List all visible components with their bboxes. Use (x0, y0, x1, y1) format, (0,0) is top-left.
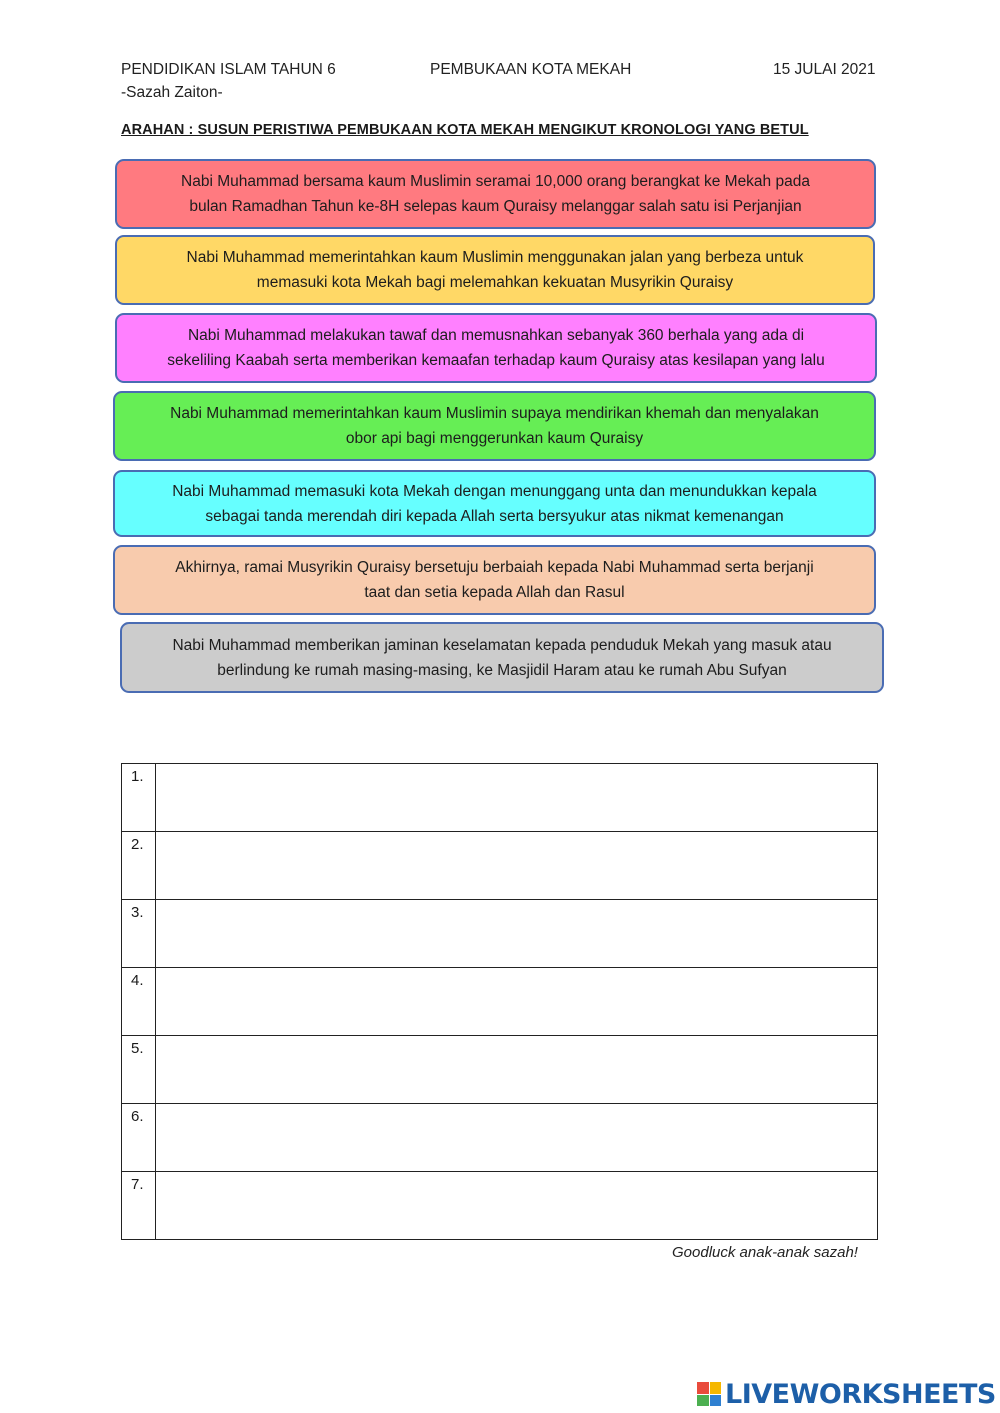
event-card-7[interactable] (120, 622, 884, 693)
event-card-6[interactable] (113, 545, 876, 615)
answer-table (121, 763, 878, 1240)
answer-number: 4. (122, 968, 156, 1036)
event-card-1[interactable] (115, 159, 876, 229)
liveworksheets-logo-icon (697, 1382, 721, 1406)
answer-number: 7. (122, 1172, 156, 1240)
answer-slot[interactable] (156, 1036, 878, 1104)
event-card-text: Nabi Muhammad memerintahkan kaum Muslimin supaya mendirikan khemah dan menyalakan obor api bagi menggerunkan kaum Quraisy (170, 405, 819, 447)
event-card-text: Nabi Muhammad memasuki kota Mekah dengan menunggang unta dan menundukkan kepala sebagai tanda merendah diri kepada Allah serta bersyukur atas nikmat kemenangan (172, 482, 817, 525)
event-card-text: Nabi Muhammad memberikan jaminan keselamatan kepada penduduk Mekah yang masuk atau berlindung ke rumah masing-masing, ke Masjidil Haram atau ke rumah Abu Sufyan (172, 636, 832, 679)
answer-number: 5. (122, 1036, 156, 1104)
answer-row (122, 1104, 878, 1172)
answer-slot[interactable] (156, 764, 878, 832)
answer-slot[interactable] (156, 1172, 878, 1240)
event-card-5[interactable] (113, 470, 876, 537)
answer-slot[interactable] (156, 968, 878, 1036)
answer-slot[interactable] (156, 1104, 878, 1172)
answer-slot[interactable] (156, 832, 878, 900)
answer-number: 2. (122, 832, 156, 900)
event-card-text: Akhirnya, ramai Musyrikin Quraisy bersetuju berbaiah kepada Nabi Muhammad serta berjanji taat dan setia kepada Allah dan Rasul (175, 559, 814, 601)
event-card-2[interactable] (115, 235, 875, 305)
subject-label: PENDIDIKAN ISLAM TAHUN 6 (121, 61, 336, 78)
date-label: 15 JULAI 2021 (773, 61, 876, 78)
author-label: -Sazah Zaiton- (121, 84, 223, 101)
answer-row (122, 764, 878, 832)
event-card-text: Nabi Muhammad melakukan tawaf dan memusnahkan sebanyak 360 berhala yang ada di sekeliling Kaabah serta memberikan kemaafan terhadap kaum Quraisy atas kesilapan yang lalu (167, 327, 825, 369)
event-card-text: Nabi Muhammad memerintahkan kaum Muslimin menggunakan jalan yang berbeza untuk memasuki kota Mekah bagi melemahkan kekuatan Musyrikin Quraisy (186, 249, 804, 291)
topic-title: PEMBUKAAN KOTA MEKAH (430, 61, 632, 78)
event-card-4[interactable] (113, 391, 876, 461)
answer-slot[interactable] (156, 900, 878, 968)
brand-watermark[interactable] (697, 1377, 996, 1411)
event-card-text: Nabi Muhammad bersama kaum Muslimin seramai 10,000 orang berangkat ke Mekah pada bulan Ramadhan Tahun ke-8H selepas kaum Quraisy melanggar salah satu isi Perjanjian (181, 173, 810, 215)
answer-row (122, 900, 878, 968)
answer-number: 1. (122, 764, 156, 832)
answer-number: 6. (122, 1104, 156, 1172)
answer-row (122, 968, 878, 1036)
answer-number: 3. (122, 900, 156, 968)
instruction-heading: ARAHAN : SUSUN PERISTIWA PEMBUKAAN KOTA MEKAH MENGIKUT KRONOLOGI YANG BETUL (121, 122, 809, 138)
footer-note: Goodluck anak-anak sazah! (672, 1244, 858, 1261)
answer-row (122, 1172, 878, 1240)
answer-row (122, 1036, 878, 1104)
brand-text: LIVEWORKSHEETS (725, 1378, 996, 1410)
answer-row (122, 832, 878, 900)
event-card-3[interactable] (115, 313, 877, 383)
